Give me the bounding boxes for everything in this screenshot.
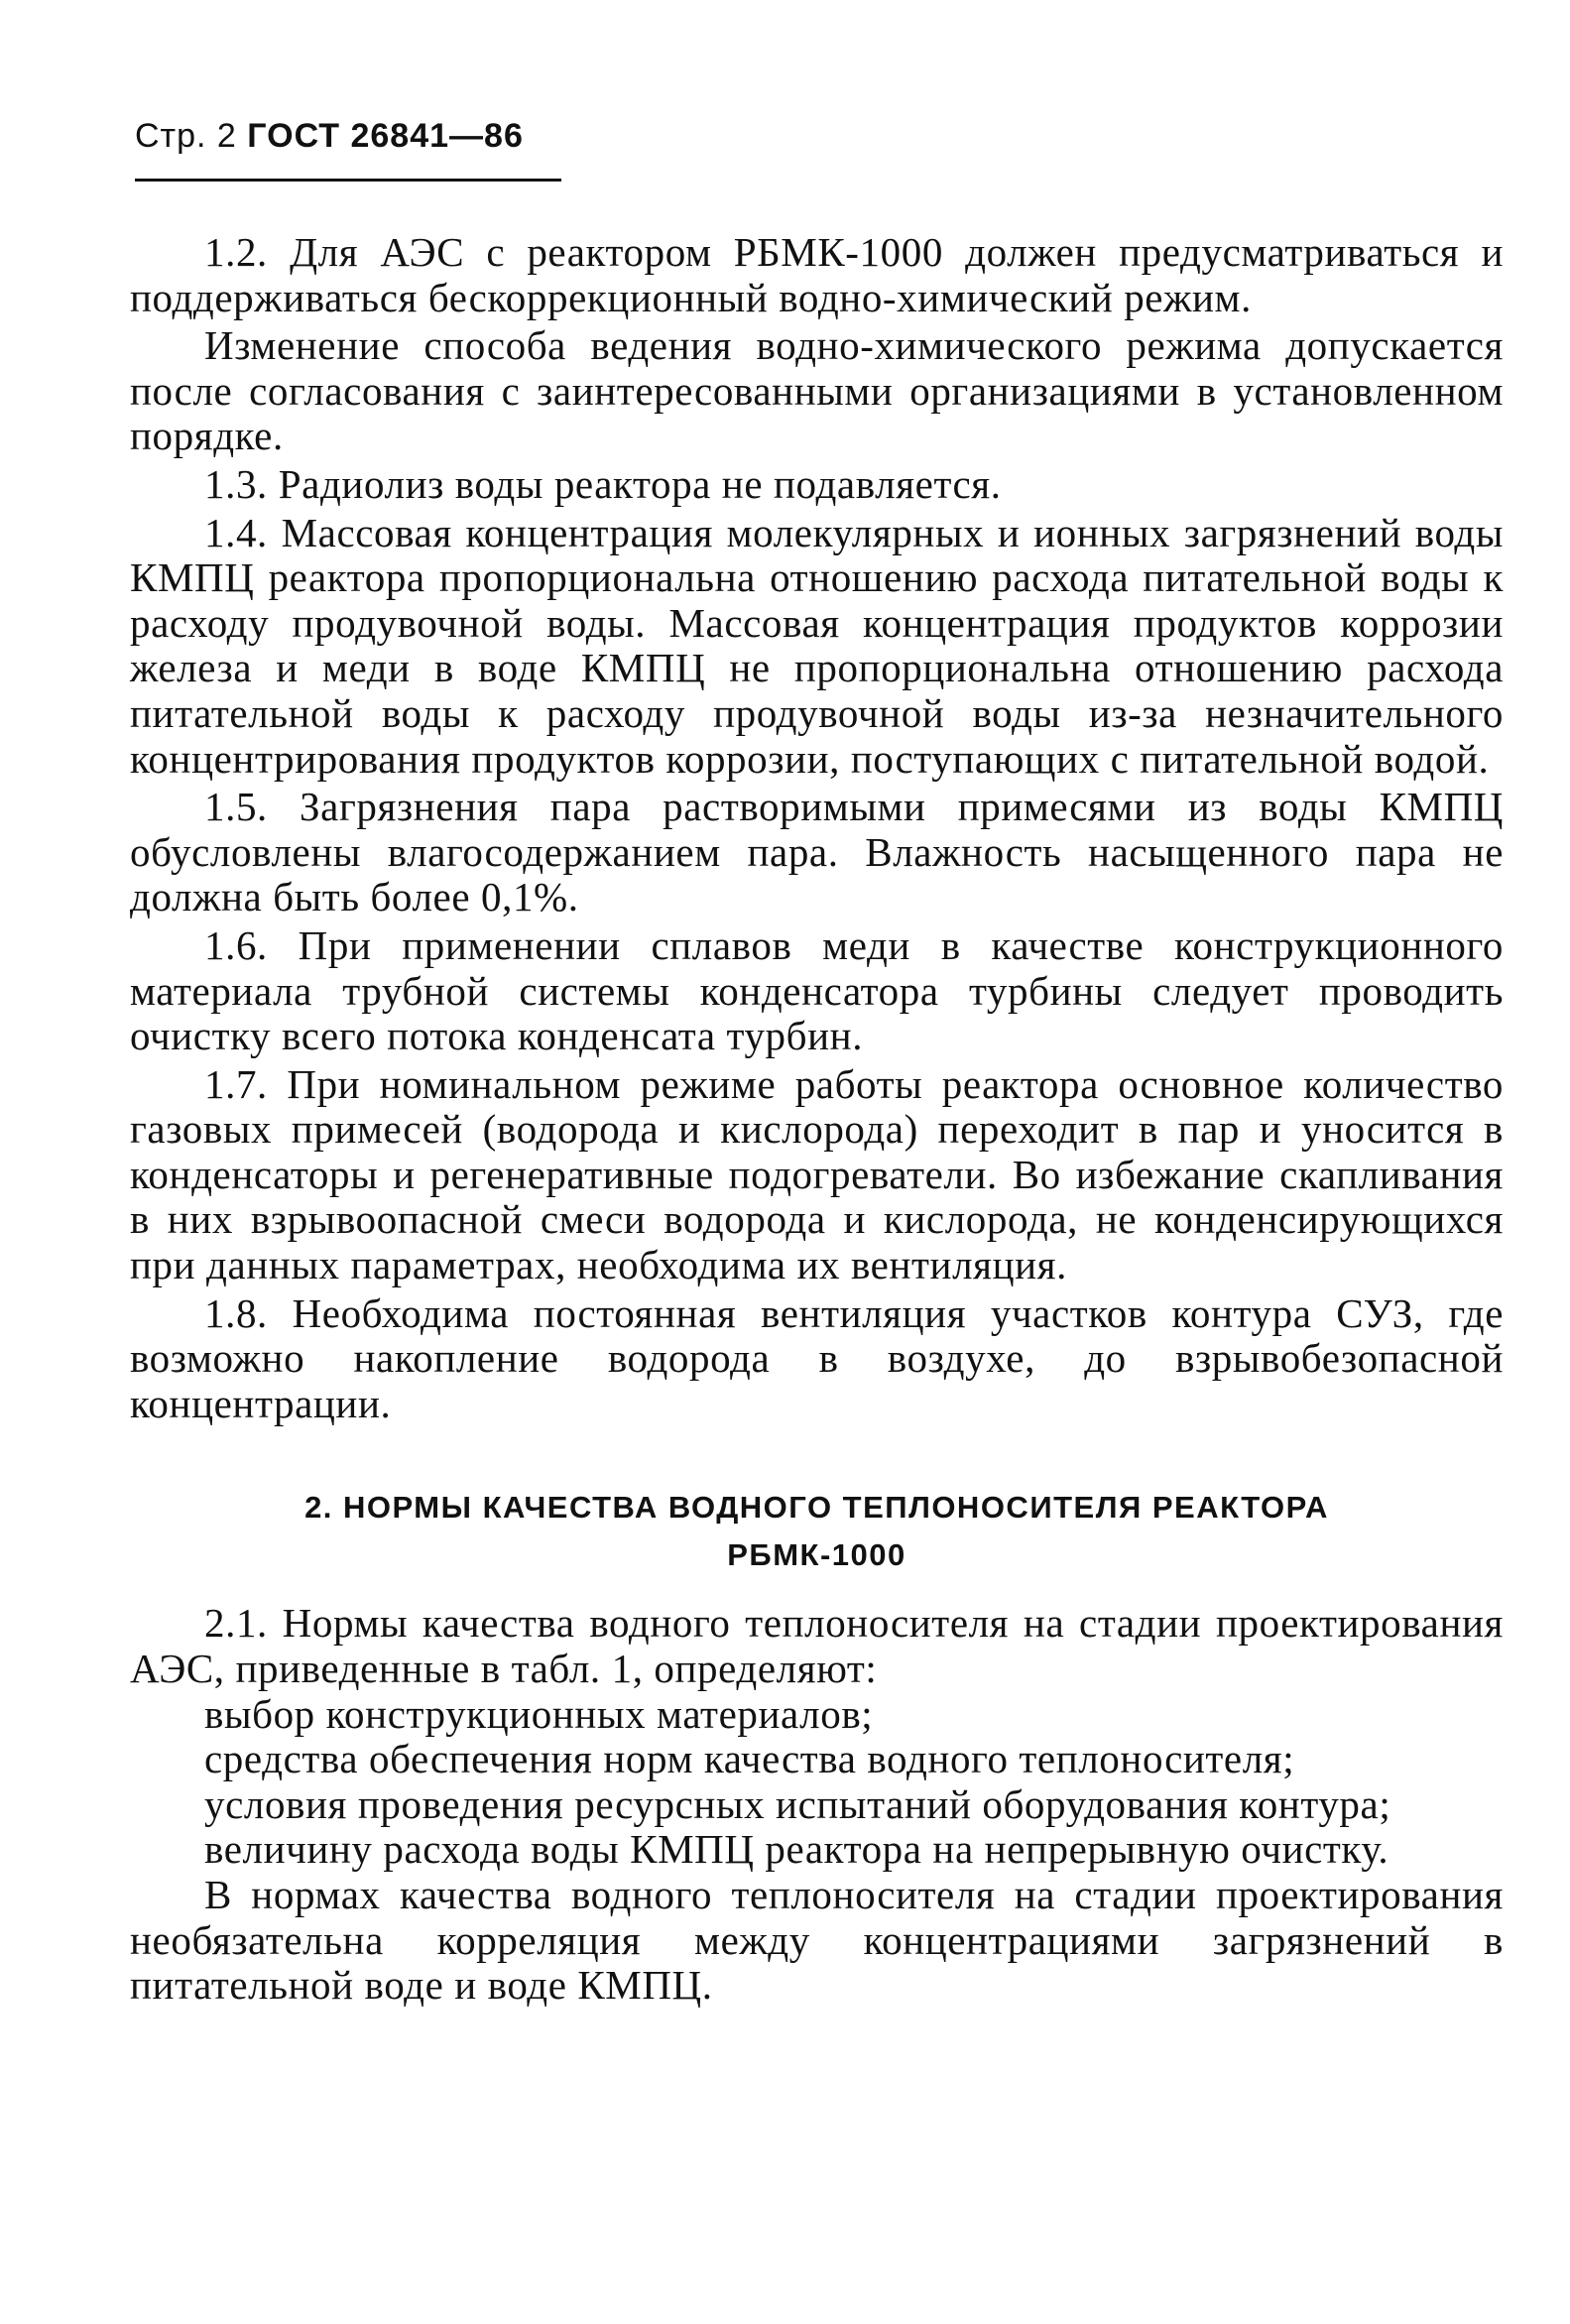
page-number: Стр. 2: [135, 117, 237, 155]
section-2-title: 2. НОРМЫ КАЧЕСТВА ВОДНОГО ТЕПЛОНОСИТЕЛЯ РЕАКТОРА: [304, 1490, 1329, 1526]
paragraph-1-3: 1.3. Радиолиз воды реактора не подавляется.: [204, 460, 1002, 507]
paragraph-2-1-closing: В нормах качества водного теплоносителя на стадии проектирования необязательна корреляция между концентрациями загрязнений в питательной воде и воде КМПЦ.: [130, 1872, 1504, 2009]
paragraph-1-4: 1.4. Массовая концентрация молекулярных и ионных загрязнений воды КМПЦ реактора пропорциональна отношению расхода питательной воды к расходу продувочной воды. Массовая концентрация продуктов коррозии железа и меди в воде КМПЦ не пропорциональна отношению расхода питательной воды к расходу продувочной воды из-за незначительного концентрирования продуктов коррозии, поступающих с питательной водой.: [130, 509, 1504, 782]
paragraph-1-2: 1.2. Для АЭС с реактором РБМК-1000 должен предусматриваться и поддерживаться бескоррекционный водно-химический режим.: [130, 229, 1504, 320]
paragraph-1-7: 1.7. При номинальном режиме работы реактора основное количество газовых примесей (водорода и кислорода) переходит в пар и уносится в конденсаторы и регенеративные подогреватели. Во избежание скапливания в них взрывоопасной смеси водорода и кислорода, не конденсирующихся при данных параметрах, необходима их вентиляция.: [130, 1060, 1504, 1288]
paragraph-1-2-continued: Изменение способа ведения водно-химического режима допускается после согласования с заинтересованными организациями в установленном порядке.: [130, 322, 1504, 459]
header-divider: [135, 179, 561, 182]
list-item: величину расхода воды КМПЦ реактора на непрерывную очистку.: [204, 1826, 1389, 1873]
paragraph-1-6: 1.6. При применении сплавов меди в качестве конструкционного материала трубной системы конденсатора турбины следует проводить очистку всего потока конденсата турбин.: [130, 921, 1504, 1059]
paragraph-1-5: 1.5. Загрязнения пара растворимыми примесями из воды КМПЦ обусловлены влагосодержанием пара. Влажность насыщенного пара не должна быть более 0,1%.: [130, 784, 1504, 920]
standard-number: ГОСТ 26841—86: [247, 117, 524, 155]
list-item: средства обеспечения норм качества водного теплоносителя;: [204, 1736, 1295, 1782]
paragraph-1-8: 1.8. Необходима постоянная вентиляция участков контура СУЗ, где возможно накопление водорода в воздухе, до взрывобезопасной концентрации.: [130, 1289, 1504, 1426]
document-body: [130, 230, 1504, 2009]
page-header: [135, 117, 524, 156]
list-item: выбор конструкционных материалов;: [204, 1690, 874, 1737]
list-item: условия проведения ресурсных испытаний оборудования контура;: [204, 1780, 1391, 1827]
section-2-heading: [130, 1484, 1504, 1579]
section-2-title-reactor: РБМК-1000: [727, 1537, 906, 1573]
paragraph-2-1: 2.1. Нормы качества водного теплоносителя на стадии проектирования АЭС, приведенные в табл. 1, определяют:: [130, 1600, 1504, 1692]
